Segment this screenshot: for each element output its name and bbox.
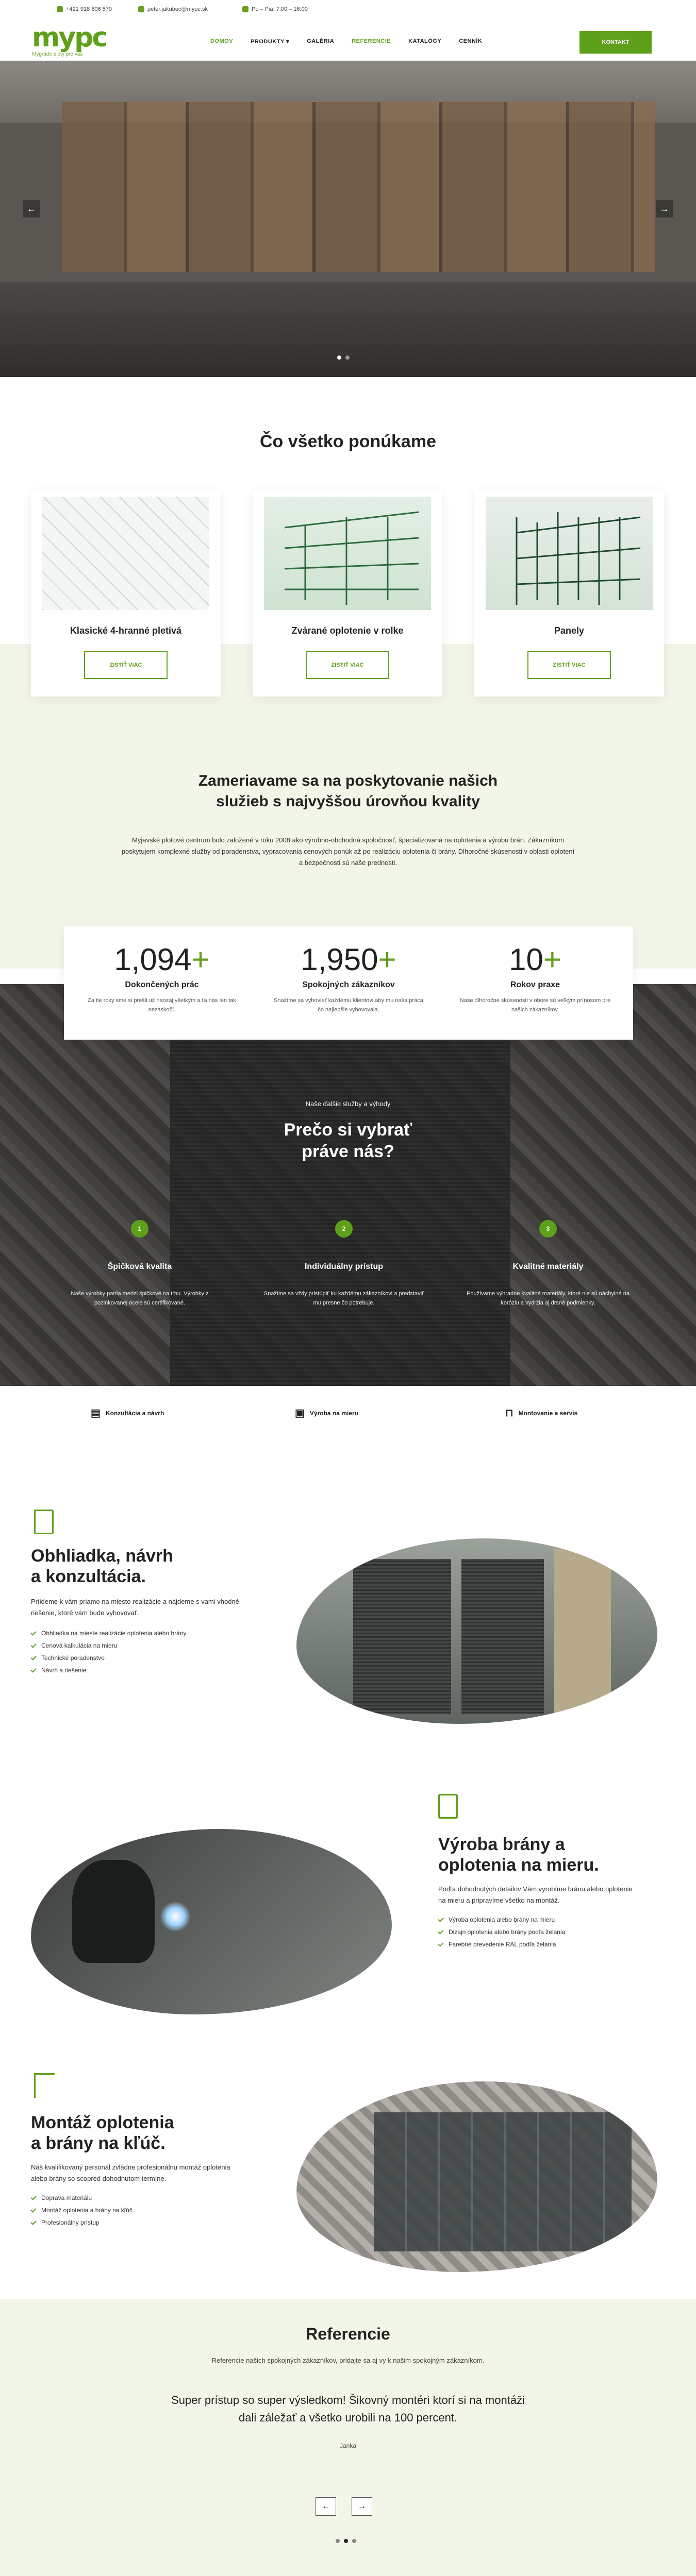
monitor-icon: ▣ — [295, 1408, 305, 1419]
sliding-gate-photo — [296, 2081, 657, 2272]
check-item: Dizajn oplotenia alebo brány podľa želania — [438, 1926, 660, 1938]
clipboard-icon — [34, 1510, 54, 1534]
welding-photo — [31, 1829, 392, 2014]
welded-fence-image — [264, 497, 431, 610]
main-nav — [210, 38, 482, 45]
more-button[interactable]: ZISTIŤ VIAC — [84, 651, 168, 679]
slider-dot[interactable] — [337, 355, 341, 360]
check-icon — [30, 2207, 36, 2212]
offer-card: Klasické 4-hranné pletivá ZISTIŤ VIAC — [31, 490, 221, 697]
slider-prev-button[interactable]: ← — [23, 200, 40, 217]
crane-icon: ⊓ — [505, 1408, 513, 1419]
about-text: Myjavské ploťové centrum bolo založené v roku 2008 ako výrobno-obchodná spoločnosť, špecializovaná na oplotenia a výrobu brán. Zákazníkom poskytujem komplexné služby od poradenstva, vypracovania cenových ponúk až po realizáciu oplotenia či brány. Dlhoročné skúsenosti v oblasti oplotení a bezpečnosti sú naše prednosti. — [121, 836, 575, 867]
service-production[interactable]: ▣ Výroba na mieru — [295, 1408, 358, 1419]
references-section: Referencie Referencie našich spokojných zákazníkov, pridajte sa aj vy k našim spokojným zákazníkom. Super prístup so super výsledkom! Šikovný montéri ktorí si na montáži dali záležať a všetko urobili na 100 percent. Janka ← → — [0, 2299, 696, 2576]
check-icon — [30, 1630, 36, 1635]
slider-dot[interactable] — [345, 355, 350, 360]
nav-cennik[interactable]: CENNÍK — [459, 38, 483, 44]
chainlink-fence-image — [42, 497, 209, 610]
check-item: Výroba oplotenia alebo brány na mieru — [438, 1913, 660, 1926]
logo[interactable]: mypc Mygrade ploty pre vas — [32, 22, 107, 57]
more-button[interactable]: ZISTIŤ VIAC — [306, 651, 389, 679]
ref-prev-button[interactable]: ← — [316, 2497, 336, 2516]
step-badge: 1 — [131, 1220, 148, 1238]
why-kicker: Naše ďalšie služby a výhody — [305, 1100, 391, 1108]
services-icon-bar — [0, 1386, 696, 1437]
nav-domov[interactable]: DOMOV — [210, 38, 234, 44]
check-item: Technické poradenstvo — [31, 1652, 278, 1664]
ref-dot[interactable] — [336, 2539, 340, 2543]
testimonial-author: Janka — [339, 2442, 357, 2449]
stat-item: 1,094+ Dokončených prác Za tie roky sme si prešli už naozaj všetkým a ťa nás len tak nezaskočí. — [88, 942, 236, 1013]
testimonial-quote: Super prístup so super výsledkom! Šikovný montéri ktorí si na montáži dali záležať a všetko urobili na 100 percent. — [171, 2394, 525, 2424]
offer-card: Panely ZISTIŤ VIAC — [474, 490, 664, 697]
crane-icon — [34, 2073, 55, 2098]
check-icon — [30, 1642, 36, 1648]
nav-galeria[interactable]: GALÉRIA — [307, 38, 335, 44]
production-section: Výroba brány a oplotenia na mieru. Podľa dohodnutých detailov Vám vyrobíme bránu alebo oplotenie na mieru a pripravíme všetko na montáž. Výroba oplotenia alebo brány na mieru Dizajn oplotenia alebo brány podľa želania Farebné prevedenie RAL podľa želania — [438, 1834, 660, 1951]
top-bar — [0, 0, 696, 20]
hero-slider — [0, 61, 696, 377]
topbar-phone[interactable]: +421 918 806 570 — [57, 6, 112, 12]
ref-next-button[interactable]: → — [352, 2497, 372, 2516]
check-icon — [438, 1928, 443, 1934]
service-installation[interactable]: ⊓ Montovanie a servis — [505, 1408, 578, 1419]
offer-title: Čo všetko ponúkame — [260, 432, 436, 451]
installation-section: Montáž oplotenia a brány na kľúč. Náš kvalifikovaný personál zvládne profesionálnu montáž oplotenia alebo brány so scopred dohodnutom termíne. Doprava materiálu Montáž oplotenia a brány na kľúč Profesionálny prístup — [31, 2112, 268, 2229]
service-consult[interactable]: ▤ Konzultácia a návrh — [91, 1408, 164, 1419]
offer-card: Zvárané oplotenie v rolke ZISTIŤ VIAC — [253, 490, 442, 697]
nav-katalogy[interactable]: KATALÓGY — [408, 38, 442, 44]
about-title: Zameriavame sa na poskytovanie našich služieb s najvyššou úrovňou kvality — [198, 772, 498, 810]
consult-section: Obhliadka, návrh a konzultácia. Príideme k vám priamo na miesto realizácie a nájdeme s vami vhodné riešenie, ktoré vám bude vyhovovať. Obhliadka na mieste realizácie oplotenia alebo brány Cenová kalkulácia na mieru Technické poradenstvo Návrh a riešenie — [31, 1546, 278, 1676]
check-item: Farebné prevedenie RAL podľa želania — [438, 1938, 660, 1951]
check-icon — [30, 2219, 36, 2225]
slider-next-button[interactable]: → — [656, 200, 673, 217]
nav-produkty[interactable]: PRODUKTY ▾ — [251, 39, 290, 45]
panels-image — [486, 497, 653, 610]
phone-icon — [57, 6, 63, 12]
step-badge: 2 — [335, 1220, 353, 1238]
site-header — [0, 20, 696, 61]
step-badge: 3 — [539, 1220, 557, 1238]
check-icon — [438, 1916, 443, 1922]
stat-item: 1,950+ Spokojných zákazníkov Snažíme sa vyhovieť každému klientovi aby mu naša práca čo najlepšie vyhovovala. — [274, 942, 423, 1013]
mail-icon — [138, 6, 144, 12]
check-icon — [30, 1654, 36, 1660]
check-icon — [30, 1667, 36, 1672]
ref-dot[interactable] — [352, 2539, 356, 2543]
stat-item: 10+ Rokov praxe Naše dlhoročné skúsenosti v obore sú veľkým prínosom pre našich zákazníkov. — [459, 942, 611, 1013]
check-item: Cenová kalkulácia na mieru — [31, 1639, 278, 1652]
check-item: Doprava materiálu — [31, 2192, 268, 2204]
check-icon — [438, 1941, 443, 1946]
clipboard-icon: ▤ — [91, 1408, 101, 1419]
more-button[interactable]: ZISTIŤ VIAC — [527, 651, 611, 679]
check-item: Montáž oplotenia a brány na kľúč — [31, 2204, 268, 2216]
hero-image — [62, 102, 655, 272]
gate-photo — [296, 1538, 657, 1724]
nav-referencie[interactable]: REFERENCIE — [352, 38, 391, 44]
check-item: Profesionálny prístup — [31, 2216, 268, 2229]
stats-box — [64, 926, 633, 1040]
why-title: Prečo si vybrať práve nás? — [284, 1120, 412, 1161]
ref-dot[interactable] — [344, 2539, 348, 2543]
why-section-background: Naše ďalšie služby a výhody Prečo si vybrať práve nás? 1 2 3 Špičková kvalita Individuálny prístup Kvalitné materiály Naše výrobky patria medzi špičkové na trhu. Výrobky z pozinkovanej ocele sú certifikované. Snažíme sa vždy pristúpiť ku každému zákazníkovi a predstaviť mu presne čo potrebuje. Používame výhradne kvalitné materiály, ktoré nie sú náchylné na koróziu a vydržia aj drsné podmienky. — [0, 984, 696, 1386]
topbar-hours: Po – Pia: 7:00 – 16:00 — [242, 6, 308, 12]
check-item: Obhliadka na mieste realizácie oplotenia alebo brány — [31, 1627, 278, 1639]
chevron-down-icon: ▾ — [286, 39, 290, 45]
monitor-icon — [438, 1794, 458, 1819]
clock-icon — [242, 6, 248, 12]
topbar-email[interactable]: peter.jakubec@mypc.sk — [138, 6, 208, 12]
check-icon — [30, 2194, 36, 2200]
contact-button[interactable]: KONTAKT — [579, 31, 652, 54]
check-item: Návrh a riešenie — [31, 1664, 278, 1676]
